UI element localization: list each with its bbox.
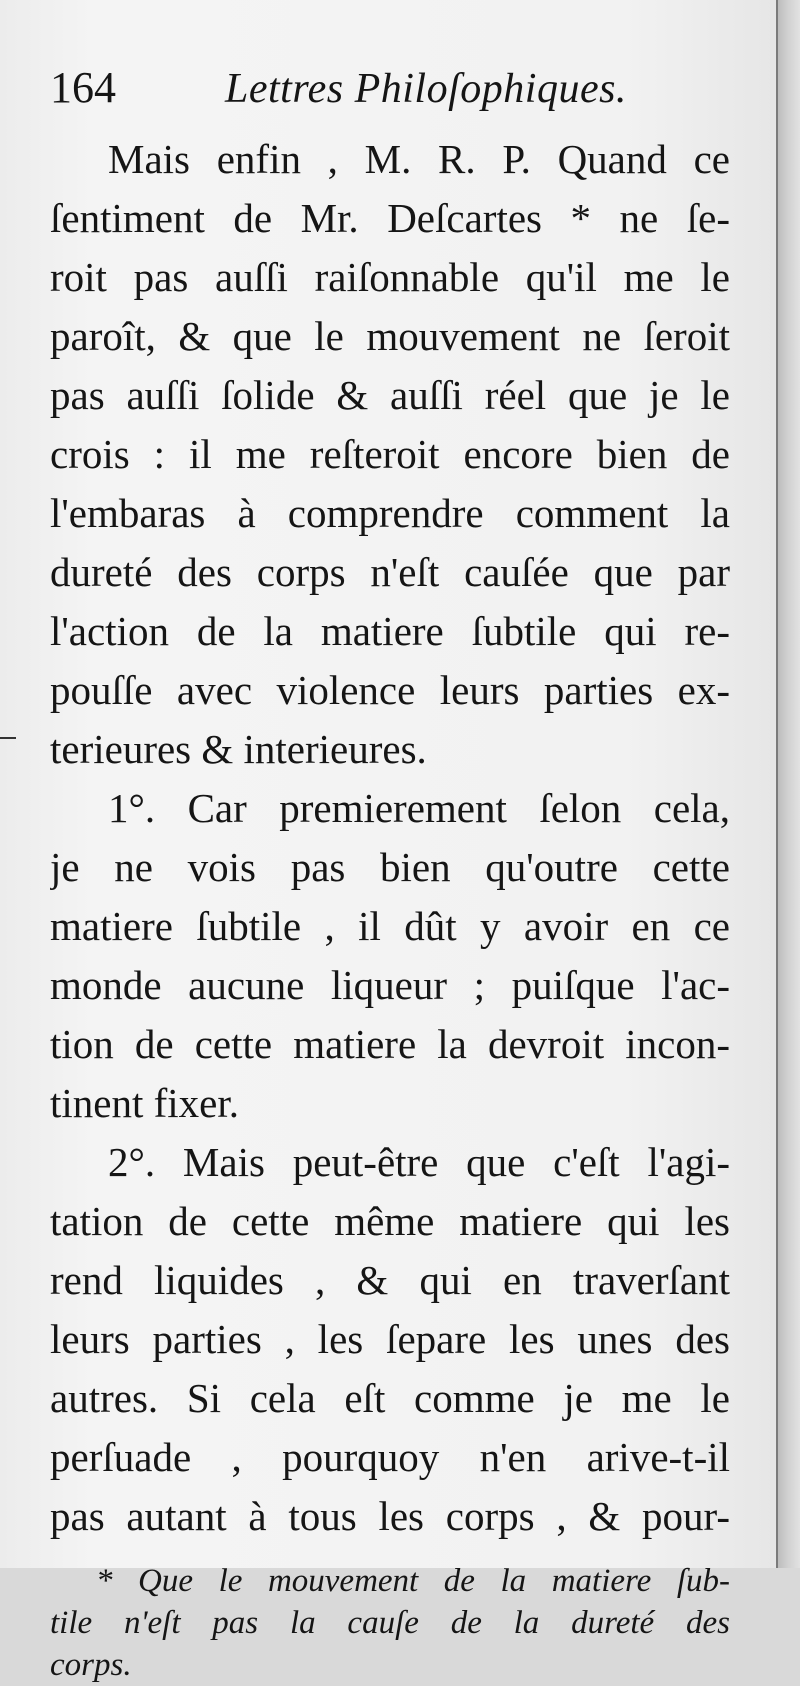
text-line: pas autant à tous les corps , & pour- (50, 1493, 730, 1539)
page-header (50, 62, 738, 126)
text-line: 1°. Car premierement ſelon cela, (108, 785, 730, 831)
running-title: Lettres Philoſophiques. (225, 66, 627, 112)
footnote-line: * Que le mouvement de la matiere ſub- (96, 1563, 730, 1599)
margin-mark (0, 737, 16, 739)
text-line: monde aucune liqueur ; puiſque l'ac- (50, 962, 730, 1008)
text-line: pas auſſi ſolide & auſſi réel que je le (50, 372, 730, 418)
book-gutter (776, 0, 800, 1568)
page-number: 164 (50, 63, 116, 112)
text-line: tion de cette matiere la devroit incon- (50, 1021, 730, 1067)
text-line: tinent fixer. (50, 1080, 240, 1126)
text-line: rend liquides , & qui en traverſant (50, 1257, 730, 1303)
footnote (50, 1560, 730, 1686)
text-line: leurs parties , les ſepare les unes des (50, 1316, 730, 1362)
text-line: autres. Si cela eſt comme je me le (50, 1375, 730, 1421)
text-line: perſuade , pourquoy n'en arive-t-il (50, 1434, 730, 1480)
text-line: je ne vois pas bien qu'outre cette (50, 844, 730, 890)
footnote-line: corps. (50, 1647, 132, 1683)
text-line: roit pas auſſi raiſonnable qu'il me le (50, 254, 730, 300)
text-line: tation de cette même matiere qui les (50, 1198, 730, 1244)
text-line: 2°. Mais peut-être que c'eſt l'agi- (108, 1139, 730, 1185)
text-line: l'action de la matiere ſubtile qui re- (50, 608, 730, 654)
body-text (50, 130, 730, 1546)
text-line: crois : il me reſteroit encore bien de (50, 431, 730, 477)
text-line: matiere ſubtile , il dût y avoir en ce (50, 903, 730, 949)
text-line: Mais enfin , M. R. P. Quand ce (108, 136, 730, 182)
text-line: ſentiment de Mr. Deſcartes * ne ſe- (50, 195, 730, 241)
text-line: l'embaras à comprendre comment la (50, 490, 730, 536)
footnote-line: tile n'eſt pas la cauſe de la dureté des (50, 1605, 730, 1641)
text-line: pouſſe avec violence leurs parties ex- (50, 667, 730, 713)
text-line: terieures & interieures. (50, 726, 427, 772)
text-line: paroît, & que le mouvement ne ſeroit (50, 313, 730, 359)
text-line: dureté des corps n'eſt cauſée que par (50, 549, 730, 595)
